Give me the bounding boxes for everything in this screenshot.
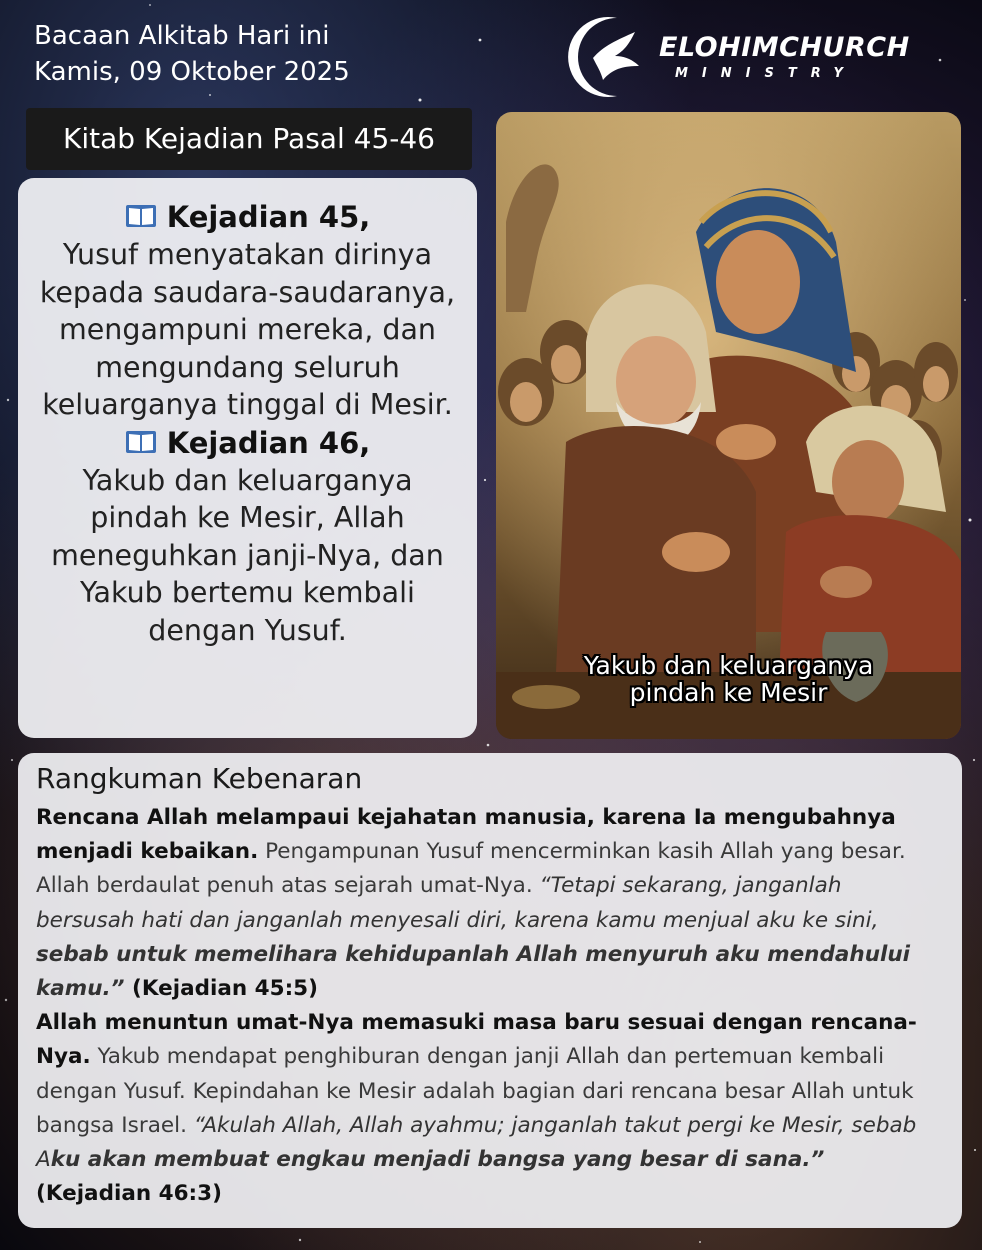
reading-text-45: Yusuf menyatakan dirinya kepada saudara-saudaranya, mengampuni mereka, dan mengundang seluruh keluarganya tinggal di Mesir. (39, 238, 456, 421)
summary-card (18, 753, 962, 1228)
summary-paragraph-2: Allah menuntun umat-Nya memasuki masa baru sesuai dengan rencana-Nya. Yakub mendapat penghiburan dengan janji Allah dan pertemuan kembali dengan Yusuf. Kepindahan ke Mesir adalah bagian dari rencana besar Allah untuk bangsa Israel. “Akulah Allah, Allah ayahmu; janganlah takut pergi ke Mesir, sebab Aku akan membuat engkau menjadi bangsa yang besar di sana.” (Kejadian 46:3) (36, 1010, 917, 1207)
logo-name: ELOHIMCHURCH (659, 32, 910, 63)
reading-text-46: Yakub dan keluarganya pindah ke Mesir, Allah meneguhkan janji-Nya, dan Yakub bertemu kembali dengan Yusuf. (51, 463, 444, 647)
chapter-title: Kitab Kejadian Pasal 45-46 (26, 108, 472, 170)
summary-paragraph-1: Rencana Allah melampaui kejahatan manusia, karena Ia mengubahnya menjadi kebaikan. Pengampunan Yusuf mencerminkan kasih Allah yang besar. Allah berdaulat penuh atas sejarah umat-Nya. “Tetapi sekarang, janganlah bersusah hati dan janganlah menyesali diri, karena kamu menjual aku ke sini, sebab untuk memelihara kehidupanlah Allah menyuruh aku mendahului kamu.” (Kejadian 45:5) (36, 805, 911, 1002)
open-book-icon (125, 429, 157, 455)
reading-heading-46: Kejadian 46, (34, 424, 461, 462)
reading-card (18, 178, 477, 738)
summary-title: Rangkuman Kebenaran (36, 762, 363, 795)
reading-heading-45: Kejadian 45, (34, 198, 461, 236)
illustration-jacob-joseph (496, 112, 961, 739)
dove-moon-icon (555, 10, 655, 100)
logo-subtitle: MINISTRY (675, 66, 857, 81)
illustration-caption: Yakub dan keluarganya pindah ke Mesir (583, 651, 874, 707)
church-logo (555, 10, 915, 100)
reading-date-header (34, 18, 350, 90)
header-date: Kamis, 09 Oktober 2025 (34, 57, 350, 87)
painting-embrace (496, 112, 961, 739)
header-title: Bacaan Alkitab Hari ini (34, 21, 330, 51)
open-book-icon (125, 203, 157, 229)
